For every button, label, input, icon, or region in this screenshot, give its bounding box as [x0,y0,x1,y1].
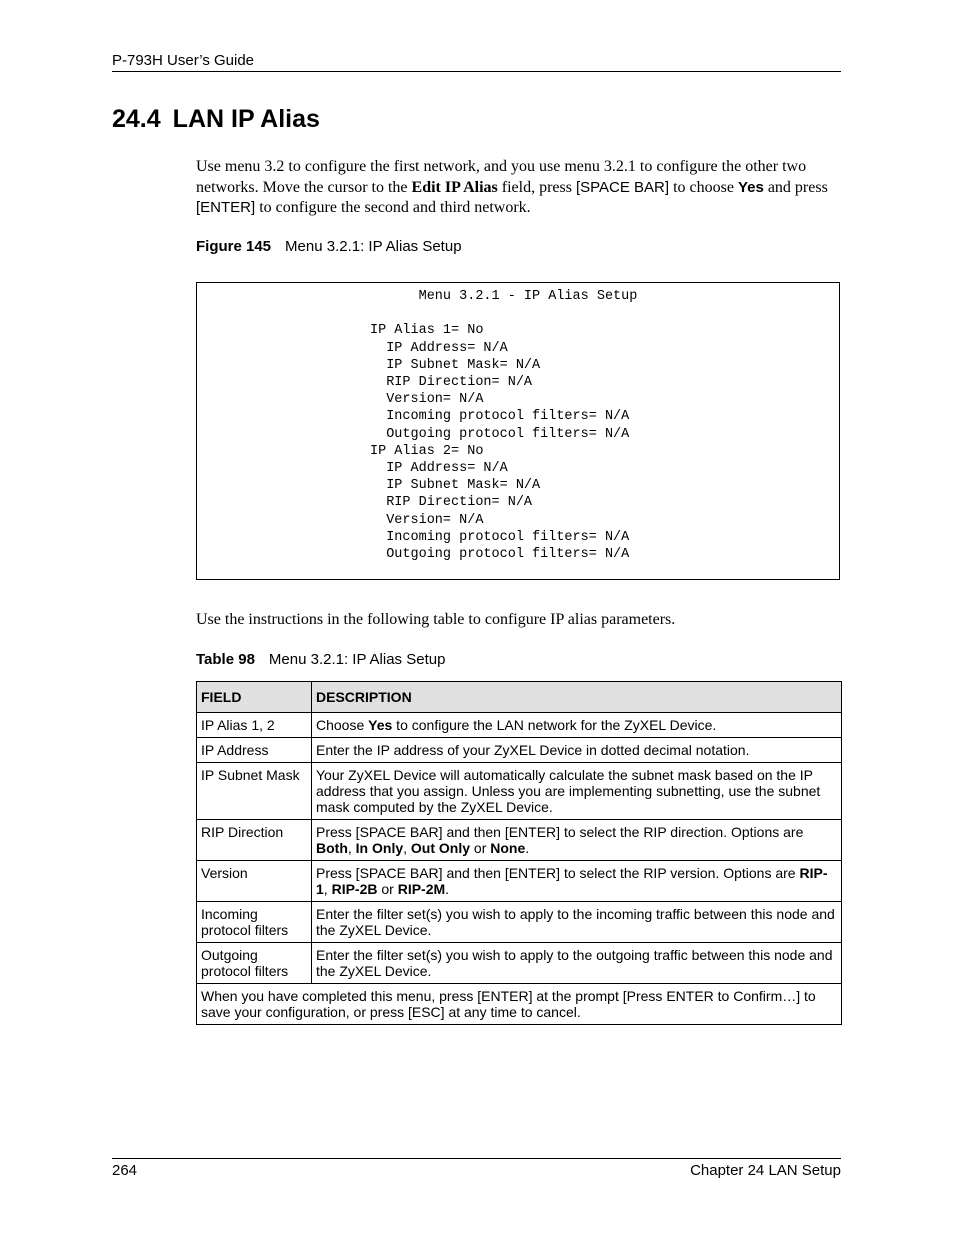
field-cell: IP Subnet Mask [197,763,312,820]
field-cell: IP Alias 1, 2 [197,713,312,738]
header-divider [112,71,841,72]
field-cell: Incoming protocol filters [197,902,312,943]
table-row [197,861,842,902]
field-description-table [196,681,842,1025]
table-row [197,943,842,984]
table-header-row [197,682,842,713]
description-cell: Enter the IP address of your ZyXEL Device in dotted decimal notation. [312,738,842,763]
header-description: DESCRIPTION [312,682,842,713]
header-field: FIELD [197,682,312,713]
intro-text: to configure the second and third network. [255,199,531,216]
figure-label: Figure 145 [196,238,272,255]
table-row [197,713,842,738]
intro-key-enter: [ENTER] [196,199,256,216]
intro-key-space: [SPACE BAR] [575,178,670,196]
table-caption-text: Menu 3.2.1: IP Alias Setup [268,651,446,668]
figure-caption-text: Menu 3.2.1: IP Alias Setup [285,238,462,255]
description-cell: Enter the filter set(s) you wish to apply to the outgoing traffic between this node and the ZyXEL Device. [312,943,842,984]
table-label: Table 98 [196,651,255,668]
field-cell: RIP Direction [197,820,312,861]
intro-text: field, press [497,178,576,196]
description-cell: Enter the filter set(s) you wish to apply to the incoming traffic between this node and the ZyXEL Device. [312,902,842,943]
section-title: LAN IP Alias [172,105,320,133]
menu-screen-text: Menu 3.2.1 - IP Alias Setup IP Alias 1= No IP Address= N/A IP Subnet Mask= N/A RIP Direction= N/A Version= N/A Incoming protocol filters= N/A Outgoing protocol filters= N/A IP Alias 2= No IP Address= N/A IP Subnet Mask= N/A RIP Direction= N/A Version= N/A Incoming protocol filters= N/A Outgoing protocol filters= N/A [370,289,638,563]
description-cell: Press [SPACE BAR] and then [ENTER] to select the RIP direction. Options are Both, In Only, Out Only or None. [312,820,842,861]
table-row [197,738,842,763]
intro-text: to choose [669,178,738,196]
table-row [197,820,842,861]
table-intro-paragraph: Use the instructions in the following table to configure IP alias parameters. [196,611,676,628]
intro-text: Use menu 3.2 to configure the first network, and you use menu 3.2.1 to configure the other two networks. Move the cursor to the [196,158,807,196]
description-cell: Press [SPACE BAR] and then [ENTER] to select the RIP version. Options are RIP-1, RIP-2B or RIP-2M. [312,861,842,902]
page-number: 264 [112,1162,138,1179]
chapter-title: Chapter 24 LAN Setup [690,1162,841,1179]
table-row [197,763,842,820]
intro-option-yes: Yes [737,178,764,196]
section-heading [112,103,320,135]
intro-text: and press [763,178,828,196]
figure-caption [196,238,462,255]
menu-screen-figure [196,282,840,580]
table-footer-note: When you have completed this menu, press [ENTER] at the prompt [Press ENTER to Confirm…] to save your configuration, or press [ESC] at any time to cancel. [197,984,842,1025]
running-header: P-793H User’s Guide [112,52,255,69]
section-number: 24.4 [112,105,161,133]
description-cell: Choose Yes to configure the LAN network for the ZyXEL Device. [312,713,842,738]
field-cell: IP Address [197,738,312,763]
description-cell: Your ZyXEL Device will automatically calculate the subnet mask based on the IP address that you assign. Unless you are implementing subnetting, use the subnet mask computed by the ZyXEL Device. [312,763,842,820]
footer-divider [112,1158,841,1159]
intro-field-name: Edit IP Alias [411,178,498,196]
field-cell: Outgoing protocol filters [197,943,312,984]
table-caption [196,651,445,668]
table-row [197,902,842,943]
intro-paragraph [196,157,846,219]
table-footer-row [197,984,842,1025]
field-cell: Version [197,861,312,902]
